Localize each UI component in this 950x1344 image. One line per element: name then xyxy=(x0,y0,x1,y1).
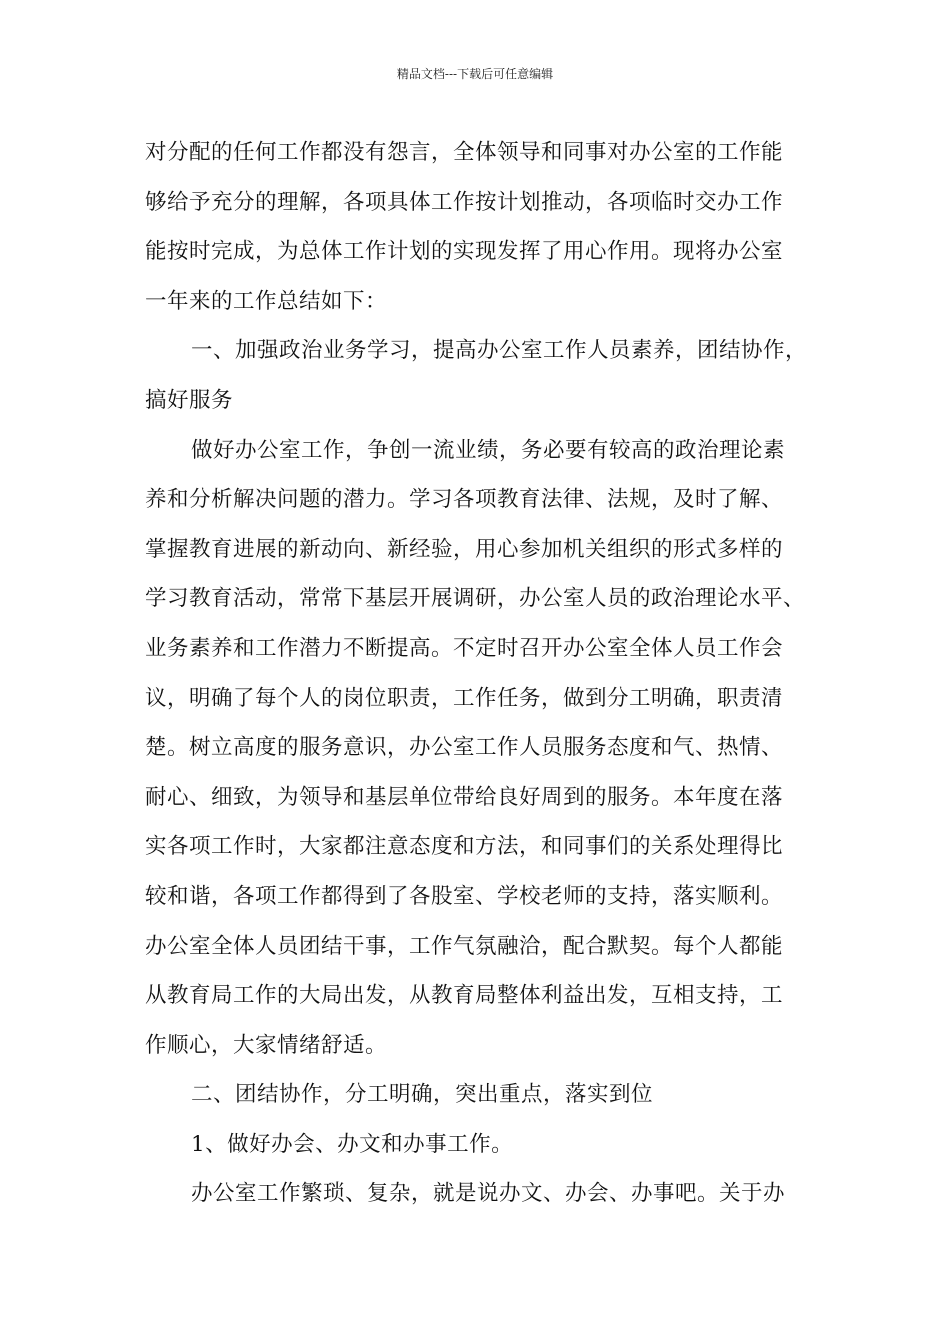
text-line: 从教育局工作的大局出发，从教育局整体利益出发，互相支持，工 xyxy=(145,983,784,1009)
text-line: 对分配的任何工作都没有怨言，全体领导和同事对办公室的工作能 xyxy=(145,140,784,165)
text-line: 二、团结协作，分工明确，突出重点，落实到位 xyxy=(191,1082,654,1108)
text-line: 办公室全体人员团结干事，工作气氛融洽，配合默契。每个人都能 xyxy=(145,933,784,959)
text-line: 学习教育活动，常常下基层开展调研，办公室人员的政治理论水平、 xyxy=(145,586,806,612)
text-line: 搞好服务 xyxy=(145,387,234,413)
text-line: 实各项工作时，大家都注意态度和方法，和同事们的关系处理得比 xyxy=(145,834,784,860)
text-line: 作顺心，大家情绪舒适。 xyxy=(145,1032,388,1058)
text-line: 一、加强政治业务学习，提高办公室工作人员素养，团结协作， xyxy=(191,338,808,364)
document-body xyxy=(145,128,815,1219)
text-line: 一年来的工作总结如下： xyxy=(145,288,388,314)
text-line: 议，明确了每个人的岗位职责，工作任务，做到分工明确，职责清 xyxy=(145,685,784,711)
text-line: 业务素养和工作潜力不断提高。不定时召开办公室全体人员工作会 xyxy=(145,635,784,661)
text-line: 较和谐，各项工作都得到了各股室、学校老师的支持，落实顺利。 xyxy=(145,883,784,909)
text-line: 耐心、细致，为领导和基层单位带给良好周到的服务。本年度在落 xyxy=(145,784,784,810)
text-line: 1、做好办会、办文和办事工作。 xyxy=(191,1131,514,1157)
text-line: 办公室工作繁琐、复杂，就是说办文、办会、办事吧。关于办 xyxy=(191,1181,786,1207)
text-line: 养和分析解决问题的潜力。学习各项教育法律、法规，及时了解、 xyxy=(145,487,784,513)
text-line: 掌握教育进展的新动向、新经验，用心参加机关组织的形式多样的 xyxy=(145,536,784,562)
text-line: 做好办公室工作，争创一流业绩，务必要有较高的政治理论素 xyxy=(191,437,786,463)
text-line: 够给予充分的理解，各项具体工作按计划推动，各项临时交办工作 xyxy=(145,189,784,215)
page-header: 精品文档---下载后可任意编辑 xyxy=(396,67,554,81)
text-line: 能按时完成，为总体工作计划的实现发挥了用心作用。现将办公室 xyxy=(145,239,784,265)
text-line: 楚。树立高度的服务意识，办公室工作人员服务态度和气、热情、 xyxy=(145,735,784,761)
